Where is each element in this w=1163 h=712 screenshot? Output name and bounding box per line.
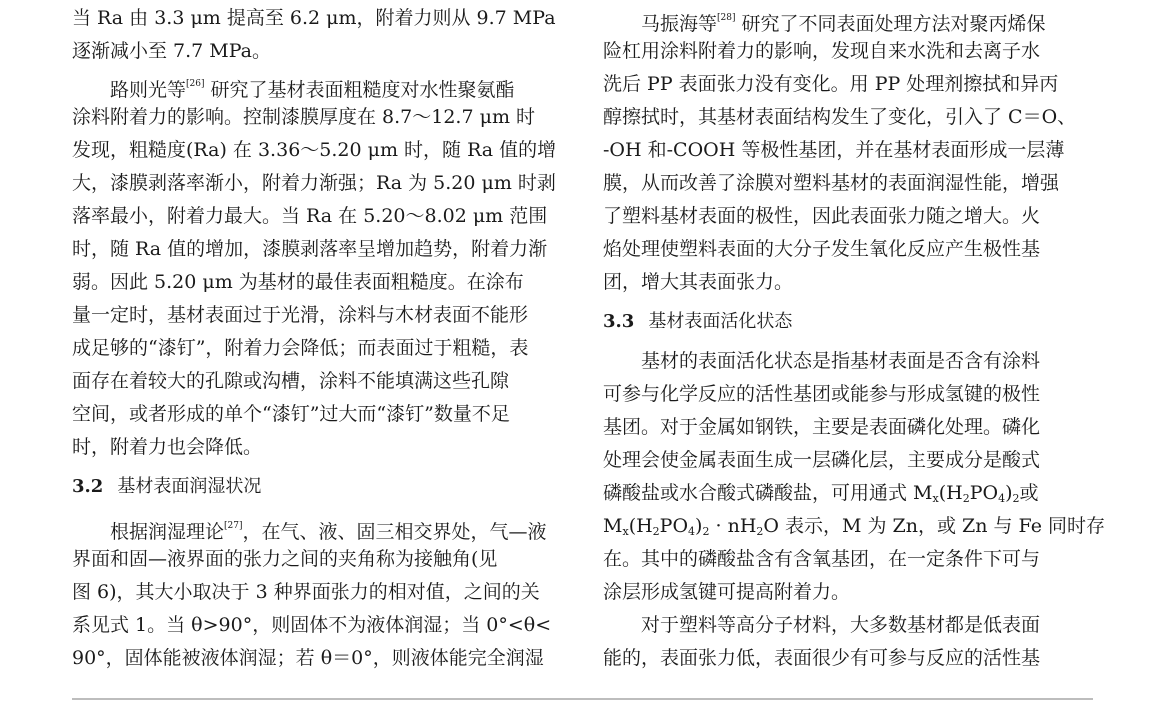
text-line: 90°，固体能被液体润湿；若 θ＝0°，则液体能完全润湿 — [72, 647, 544, 669]
text-line: 当 Ra 由 3.3 μm 提高至 6.2 μm，附着力则从 9.7 MPa — [72, 7, 556, 29]
text-line: 系见式 1。当 θ>90°，则固体不为液体润湿；当 0°<θ< — [72, 614, 552, 636]
text-line: 涂层形成氢键可提高附着力。 — [603, 581, 851, 603]
text-line: 马振海等[28] 研究了不同表面处理方法对聚丙烯保 — [641, 13, 1046, 35]
text-line: 焰处理使塑料表面的大分子发生氧化反应产生极性基 — [603, 238, 1041, 260]
text-line: 逐渐减小至 7.7 MPa。 — [72, 40, 272, 62]
text-line: 可参与化学反应的活性基团或能参与形成氢键的极性 — [603, 383, 1041, 405]
text-line: 基团。对于金属如钢铁，主要是表面磷化处理。磷化 — [603, 416, 1041, 438]
citation-ref: [26] — [186, 79, 205, 89]
text-line: 险杠用涂料附着力的影响，发现自来水洗和去离子水 — [603, 40, 1041, 62]
text-line: 涂料附着力的影响。控制漆膜厚度在 8.7～12.7 μm 时 — [72, 106, 536, 128]
text-line: 时，随 Ra 值的增加，漆膜剥落率呈增加趋势，附着力渐 — [72, 238, 548, 260]
formula-line: $M_x(H_2PO_4)_2 \cdot nH_2O$ 表示，M 为 Zn，或 Zn 与 Fe 同时存 — [603, 515, 1105, 538]
text-line: 能的，表面张力低，表面很少有可参与反应的活性基 — [603, 647, 1041, 669]
text-line: 空间，或者形成的单个“漆钉”过大而“漆钉”数量不足 — [72, 403, 510, 425]
text-line: 界面和固—液界面的张力之间的夹角称为接触角(见 — [72, 548, 498, 570]
text-line: 膜，从而改善了涂膜对塑料基材的表面润湿性能，增强 — [603, 172, 1060, 194]
text-line: 了塑料基材表面的极性，因此表面张力随之增大。火 — [603, 205, 1041, 227]
text-line: 面存在着较大的孔隙或沟槽，涂料不能填满这些孔隙 — [72, 370, 510, 392]
text-line: 弱。因此 5.20 μm 为基材的最佳表面粗糙度。在涂布 — [72, 271, 524, 293]
page-footer-rule — [72, 698, 1093, 700]
text-line: 大，漆膜剥落率渐小，附着力渐强；Ra 为 5.20 μm 时剥 — [72, 172, 556, 194]
text-line: 基材的表面活化状态是指基材表面是否含有涂料 — [641, 350, 1041, 372]
text-line: 成足够的“漆钉”，附着力会降低；而表面过于粗糙，表 — [72, 337, 529, 359]
section-heading-3-3: 3.3 基材表面活化状态 — [603, 311, 793, 332]
text-line: 醇擦拭时，其基材表面结构发生了变化，引入了 C＝O、 — [603, 106, 1077, 128]
citation-ref: [27] — [224, 521, 243, 531]
formula-line: 磷酸盐或水合酸式磷酸盐，可用通式 $M_x(H_2PO_4)_2$或 — [603, 482, 1039, 505]
text-line: 洗后 PP 表面张力没有变化。用 PP 处理剂擦拭和异丙 — [603, 73, 1059, 95]
text-line: 发现，粗糙度(Ra) 在 3.36～5.20 μm 时，随 Ra 值的增 — [72, 139, 557, 161]
text-line: 在。其中的磷酸盐含有含氧基团，在一定条件下可与 — [603, 548, 1041, 570]
citation-ref: [28] — [717, 13, 736, 23]
text-line: 根据润湿理论[27]，在气、液、固三相交界处，气—液 — [110, 521, 547, 543]
text-line: 处理会使金属表面生成一层磷化层，主要成分是酸式 — [603, 449, 1041, 471]
text-line: 时，附着力也会降低。 — [72, 436, 263, 458]
text-line: 团，增大其表面张力。 — [603, 271, 794, 293]
text-line: 图 6)，其大小取决于 3 种界面张力的相对值，之间的关 — [72, 581, 540, 603]
text-line: 路则光等[26] 研究了基材表面粗糙度对水性聚氨酯 — [110, 79, 515, 101]
text-line: 量一定时，基材表面过于光滑，涂料与木材表面不能形 — [72, 304, 529, 326]
section-heading-3-2: 3.2 基材表面润湿状况 — [72, 476, 262, 497]
text-line: 对于塑料等高分子材料，大多数基材都是低表面 — [641, 614, 1041, 636]
text-line: 落率最小，附着力最大。当 Ra 在 5.20～8.02 μm 范围 — [72, 205, 548, 227]
text-line: -OH 和-COOH 等极性基团，并在基材表面形成一层薄 — [603, 139, 1065, 161]
